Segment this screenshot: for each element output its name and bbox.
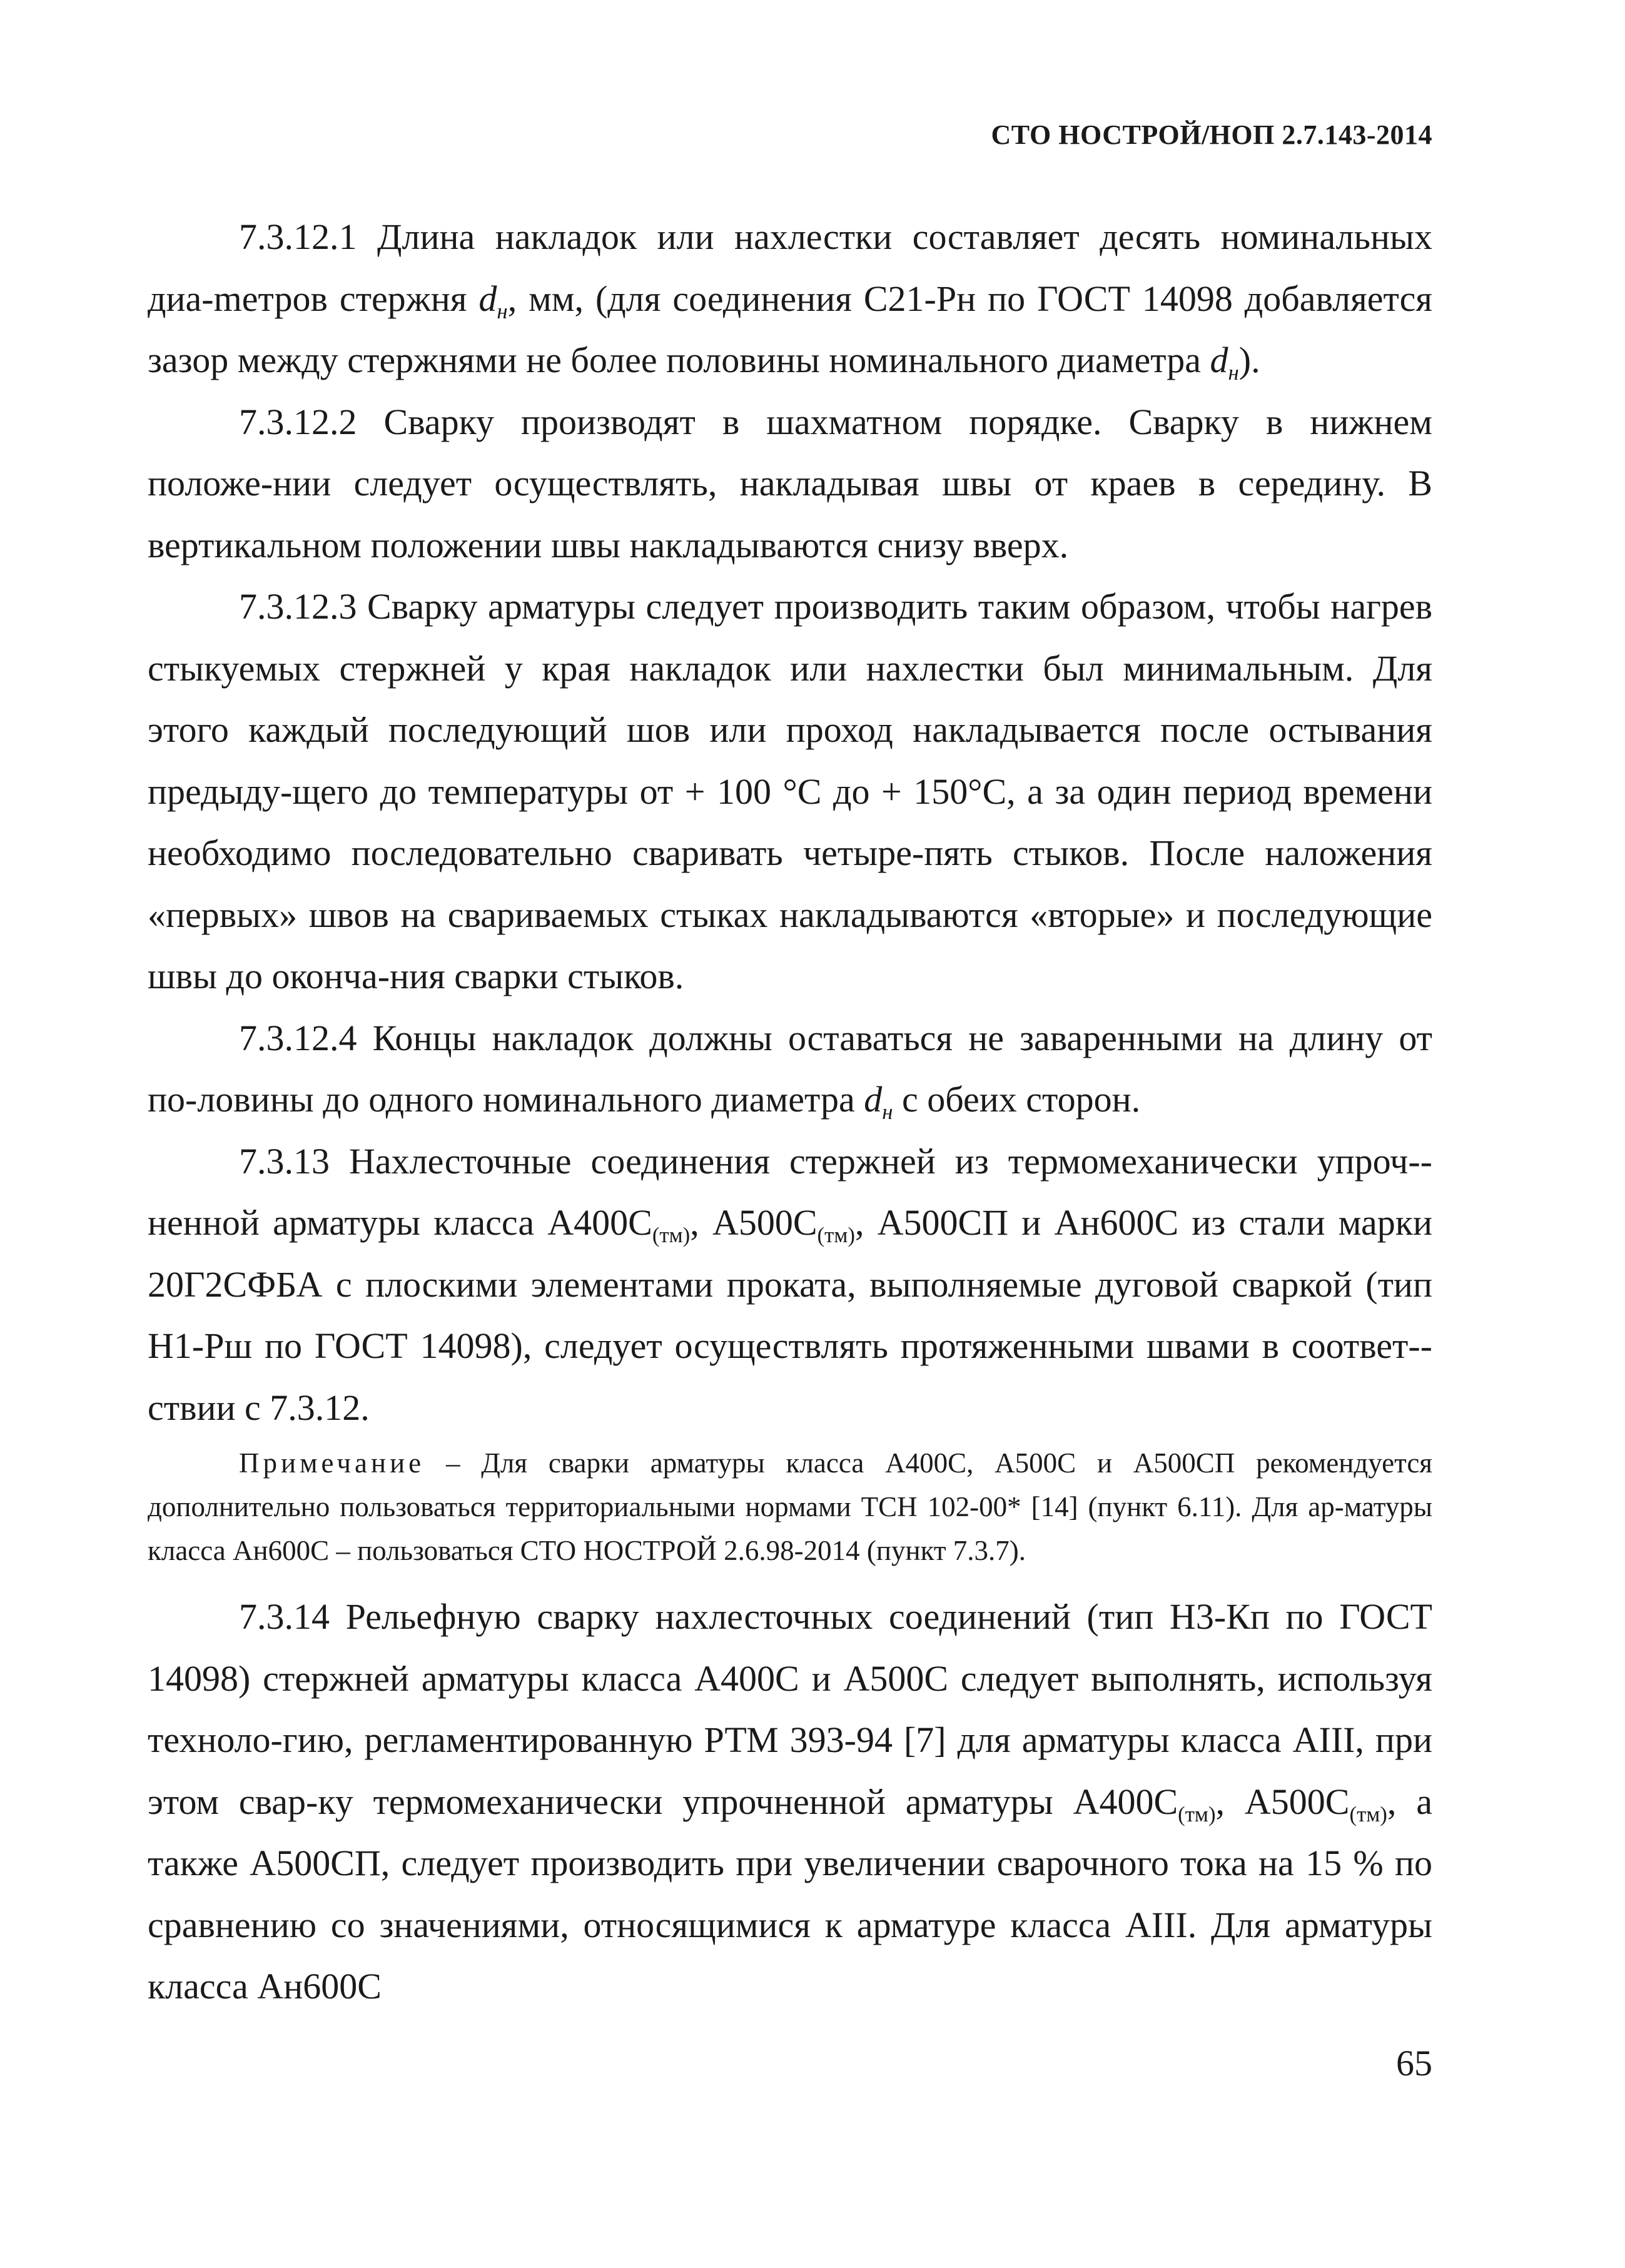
text-run: 7.3.13 Нахлесточные соединения стержней из термомеханически упроч-ненной арматуры класса А400С — [148, 1140, 1432, 1243]
paragraph-7-3-14 — [148, 1586, 1432, 2018]
note — [148, 1439, 1432, 1586]
subscript: н — [1228, 360, 1239, 385]
text-run: ). — [1238, 340, 1260, 380]
text-run: , мм, (для соединения С21-Рн по ГОСТ 14098 добавляется зазор между стержнями не более половины номинального диаметра — [148, 278, 1432, 380]
paragraph-7-3-12-1 — [148, 206, 1432, 392]
document-header: СТО НОСТРОЙ/НОП 2.7.143-2014 — [991, 119, 1432, 150]
text-run: , А500С — [690, 1202, 818, 1243]
paragraph-7-3-13 — [148, 1131, 1432, 1439]
variable-d: d — [864, 1079, 883, 1120]
subscript: (тм) — [1349, 1801, 1387, 1826]
text-run: с обеих сторон. — [893, 1079, 1141, 1120]
text-run: , А500С — [1215, 1781, 1350, 1822]
paragraph-7-3-12-4 — [148, 1008, 1432, 1131]
text-run: 7.3.14 Рельефную сварку нахлесточных соединений (тип Н3-Кп по ГОСТ 14098) стержней арматуры класса А400С и А500С следует выполнять, используя техноло-гию, регламентированную РТМ 393-94 [7] для арматуры класса АIII, при этом свар-ку термомеханически упрочненной арматуры А400С — [148, 1596, 1432, 1822]
note-text: – Для сварки арматуры класса А400С, А500С и А500СП рекомендуется дополнительно пользоваться территориальными нормами ТСН 102-00* [14] (пункт 6.11). Для ар-матуры класса Ан600С – пользоваться СТО НОСТРОЙ 2.6.98-2014 (пункт 7.3.7). — [148, 1447, 1432, 1566]
text-run: , А500СП и Ан600С из стали марки 20Г2СФБА с плоскими элементами проката, выполняемые дуговой сваркой (тип Н1-Рш по ГОСТ 14098), следует осуществлять протяженными швами в соответ-ствии с 7.3.12. — [148, 1202, 1432, 1428]
page-number: 65 — [1396, 2043, 1432, 2083]
subscript: (тм) — [817, 1223, 855, 1248]
variable-d: d — [478, 278, 497, 319]
text-run: 7.3.12.4 Концы накладок должны оставаться не заваренными на длину от по-ловины до одного номинального диаметра — [148, 1017, 1432, 1120]
document-body — [148, 206, 1432, 2018]
paragraph-7-3-12-2: 7.3.12.2 Сварку производят в шахматном порядке. Сварку в нижнем положе-нии следует осуществлять, накладывая швы от краев в середину. В вертикальном положении швы накладываются снизу вверх. — [148, 401, 1432, 565]
paragraph-7-3-12-3: 7.3.12.3 Сварку арматуры следует производить таким образом, чтобы нагрев стыкуемых стержней у края накладок или нахлестки был минимальным. Для этого каждый последующий шов или проход накладывается после остывания предыду-щего до температуры от + 100 °С до + 150°С, а за один период времени необходимо последовательно сваривать четыре-пять стыков. После наложения «первых» швов на свариваемых стыках накладываются «вторые» и последующие швы до оконча-ния сварки стыков. — [148, 586, 1432, 996]
subscript: н — [882, 1100, 893, 1125]
variable-d: d — [1210, 340, 1228, 380]
note-label: Примечание — [239, 1447, 425, 1479]
text-run: , а также А500СП, следует производить при увеличении сварочного тока на 15 % по сравнению со значениями, относящимися к арматуре класса АIII. Для арматуры класса Ан600С — [148, 1781, 1432, 2007]
text-run: 7.3.12.1 Длина накладок или нахлестки составляет десять номинальных диа-mетров стержня — [148, 216, 1432, 319]
subscript: (тм) — [1178, 1801, 1216, 1826]
subscript: (тм) — [652, 1223, 691, 1248]
subscript: н — [497, 298, 508, 323]
